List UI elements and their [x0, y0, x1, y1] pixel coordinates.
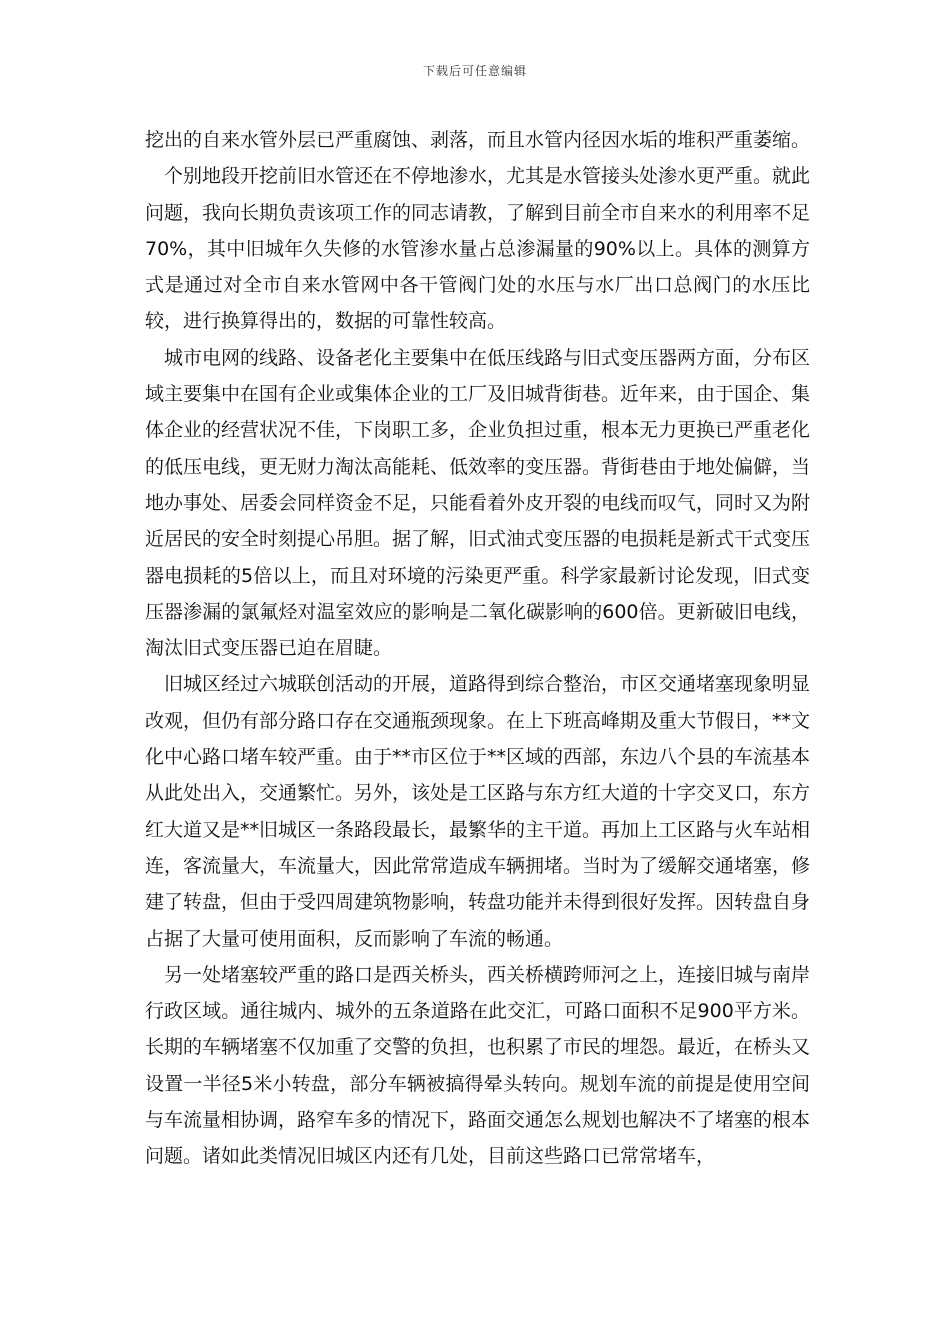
page-header: 下载后可任意编辑	[422, 64, 527, 78]
paragraph-2: 个别地段开挖前旧水管还在不停地渗水，尤其是水管接头处渗水更严重。就此问题，我向长期负责该项工作的同志请教，了解到目前全市自来水的利用率不足70%，其中旧城年久失修的水管渗水量占总渗漏量的90%以上。具体的测算方式是通过对全市自来水管网中各干管阀门处的水压与水厂出口总阀门的水压比较，进行换算得出的，数据的可靠性较高。	[145, 165, 811, 333]
document-body	[145, 122, 810, 1175]
paragraph-5: 另一处堵塞较严重的路口是西关桥头，西关桥横跨师河之上，连接旧城与南岸行政区域。通往城内、城外的五条道路在此交汇，可路口面积不足900平方米。长期的车辆堵塞不仅加重了交警的负担，也积累了市民的埋怨。最近，在桥头又设置一半径5米小转盘，部分车辆被搞得晕头转向。规划车流的前提是使用空间与车流量相协调，路窄车多的情况下，路面交通怎么规划也解决不了堵塞的根本问题。诸如此类情况旧城区内还有几处，目前这些路口已常常堵车，	[145, 963, 811, 1168]
paragraph-1: 挖出的自来水管外层已严重腐蚀、剥落，而且水管内径因水垢的堆积严重萎缩。	[145, 129, 811, 151]
paragraph-3: 城市电网的线路、设备老化主要集中在低压线路与旧式变压器两方面，分布区域主要集中在国有企业或集体企业的工厂及旧城背街巷。近年来，由于国企、集体企业的经营状况不佳，下岗职工多，企业负担过重，根本无力更换已严重老化的低压电线，更无财力淘汰高能耗、低效率的变压器。背街巷由于地处偏僻，当地办事处、居委会同样资金不足，只能看着外皮开裂的电线而叹气，同时又为附近居民的安全时刻提心吊胆。据了解，旧式油式变压器的电损耗是新式干式变压器电损耗的5倍以上，而且对环境的污染更严重。科学家最新讨论发现，旧式变压器渗漏的氯氟烃对温室效应的影响是二氧化碳影响的600倍。更新破旧电线，淘汰旧式变压器已迫在眉睫。	[145, 346, 811, 660]
paragraph-4: 旧城区经过六城联创活动的开展，道路得到综合整治，市区交通堵塞现象明显改观，但仍有部分路口存在交通瓶颈现象。在上下班高峰期及重大节假日，**文化中心路口堵车较严重。由于**市区位于**区域的西部，东边八个县的车流基本从此处出入，交通繁忙。另外，该处是工区路与东方红大道的十字交叉口，东方红大道又是**旧城区一条路段最长，最繁华的主干道。再加上工区路与火车站相连，客流量大，车流量大，因此常常造成车辆拥堵。当时为了缓解交通堵塞，修建了转盘，但由于受四周建筑物影响，转盘功能并未得到很好发挥。因转盘自身占据了大量可使用面积，反而影响了车流的畅通。	[145, 673, 811, 950]
